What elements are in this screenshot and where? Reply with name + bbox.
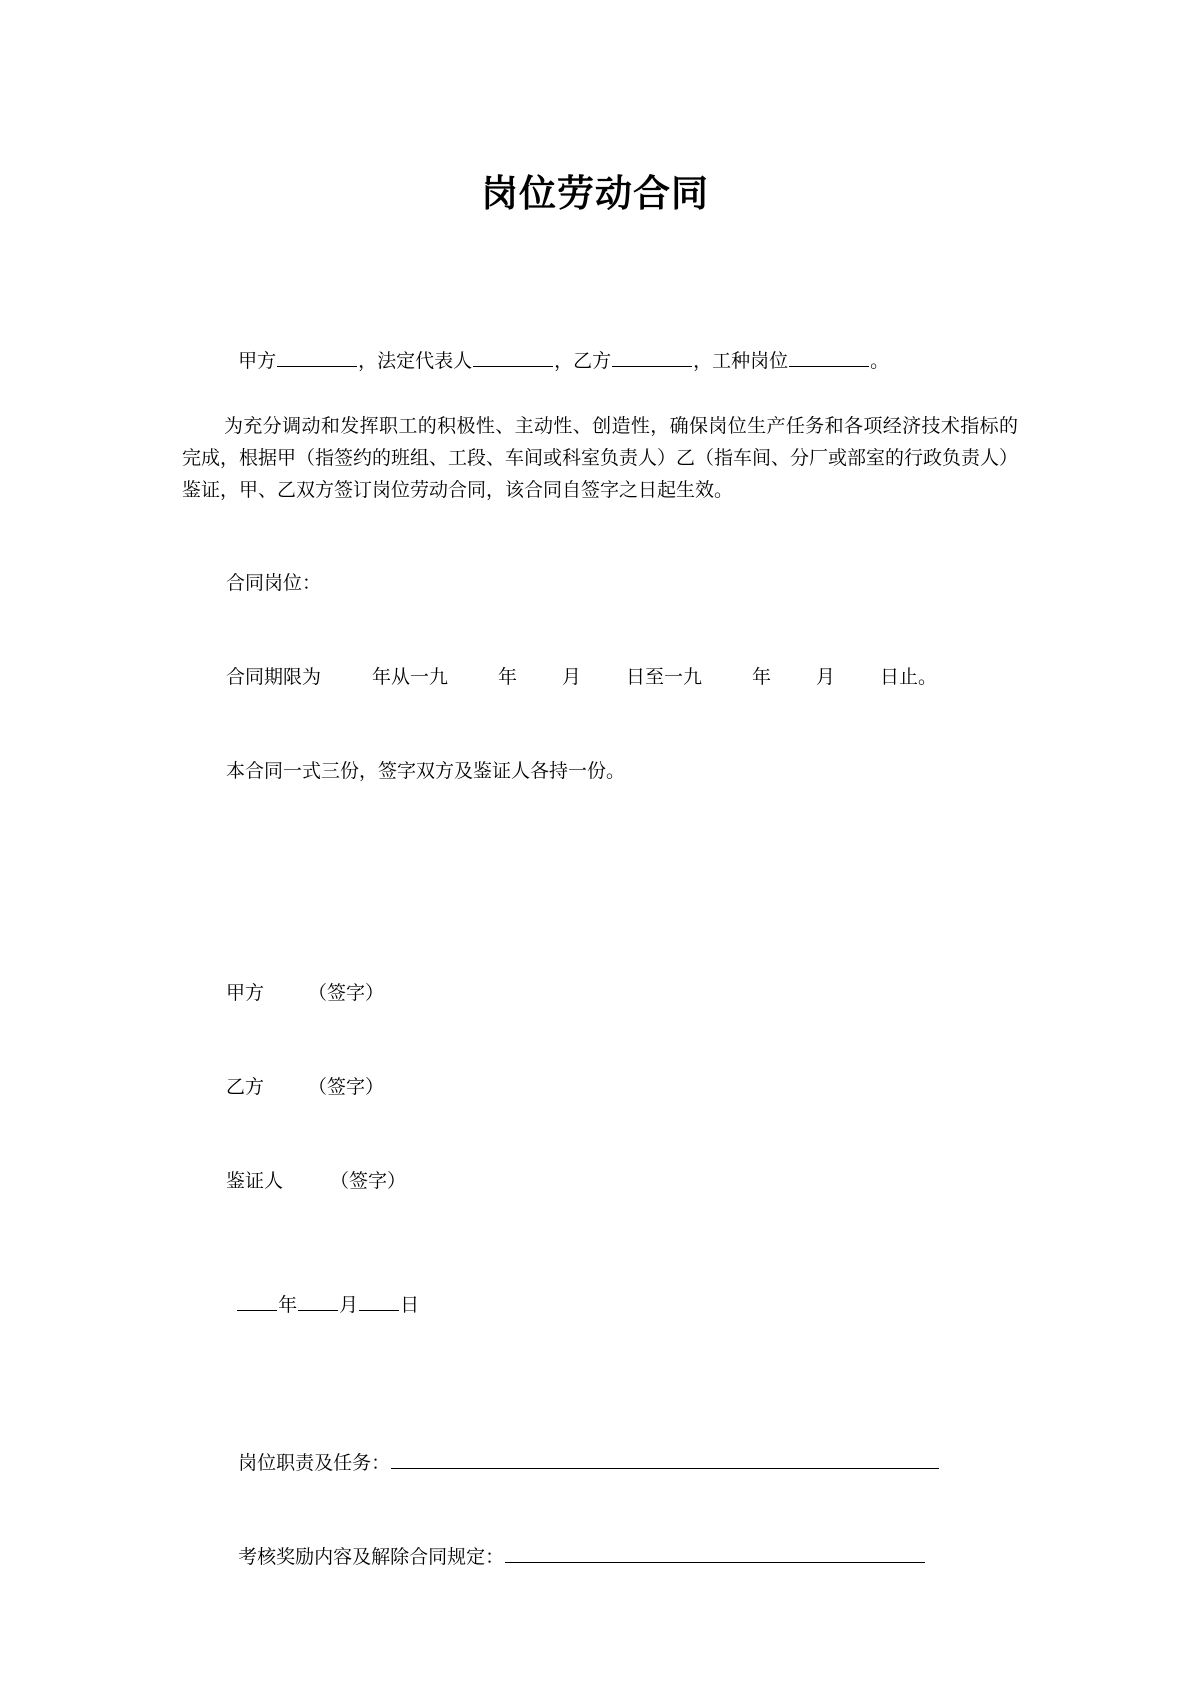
party-b-label: ，乙方 (554, 350, 612, 372)
month-blank[interactable] (298, 1290, 338, 1311)
year-label: 年 (278, 1294, 298, 1316)
document-title: 岗位劳动合同 (481, 172, 709, 215)
day-blank[interactable] (359, 1290, 399, 1311)
duties-label: 岗位职责及任务： (238, 1452, 391, 1474)
contract-position-label: 合同岗位： (226, 572, 322, 594)
term-part: 月 (816, 666, 836, 688)
copies-line: 本合同一式三份，签字双方及鉴证人各持一份。 (226, 760, 626, 782)
job-position-blank[interactable] (789, 346, 869, 367)
date-line (224, 1260, 419, 1320)
duties-line (226, 1418, 940, 1478)
term-part: 年从一九 (372, 666, 449, 688)
term-part: 月 (562, 666, 582, 688)
signature-role: 甲方 (226, 982, 265, 1004)
term-part: 日至一九 (626, 666, 703, 688)
rewards-blank[interactable] (505, 1542, 925, 1563)
signature-role: 鉴证人 (226, 1170, 284, 1192)
party-a-label: 甲方 (238, 350, 277, 372)
month-label: 月 (339, 1294, 359, 1316)
term-part: 年 (752, 666, 772, 688)
term-part: 日止。 (880, 666, 938, 688)
rewards-line (226, 1512, 926, 1572)
intro-paragraph: 为充分调动和发挥职工的积极性、主动性、创造性，确保岗位生产任务和各项经济技术指标的完成，根据甲（指签约的班组、工段、车间或科室负责人）乙（指车间、分厂或部室的行政负责人）鉴证，甲、乙双方签订岗位劳动合同，该合同自签字之日起生效。 (182, 415, 1019, 501)
day-label: 日 (400, 1294, 420, 1316)
job-position-label: ，工种岗位 (693, 350, 789, 372)
signature-note: （签字） (330, 1170, 407, 1192)
signature-role: 乙方 (226, 1076, 265, 1098)
legal-rep-label: ，法定代表人 (358, 350, 473, 372)
legal-rep-blank[interactable] (473, 346, 553, 367)
parties-line (226, 316, 889, 376)
rewards-label: 考核奖励内容及解除合同规定： (238, 1546, 505, 1568)
party-a-blank[interactable] (277, 346, 357, 367)
duties-blank[interactable] (391, 1448, 939, 1469)
party-b-blank[interactable] (612, 346, 692, 367)
signature-note: （签字） (308, 982, 385, 1004)
term-part: 年 (498, 666, 518, 688)
parties-end: 。 (870, 350, 890, 372)
year-blank[interactable] (237, 1290, 277, 1311)
term-part: 合同期限为 (226, 666, 322, 688)
signature-note: （签字） (308, 1076, 385, 1098)
